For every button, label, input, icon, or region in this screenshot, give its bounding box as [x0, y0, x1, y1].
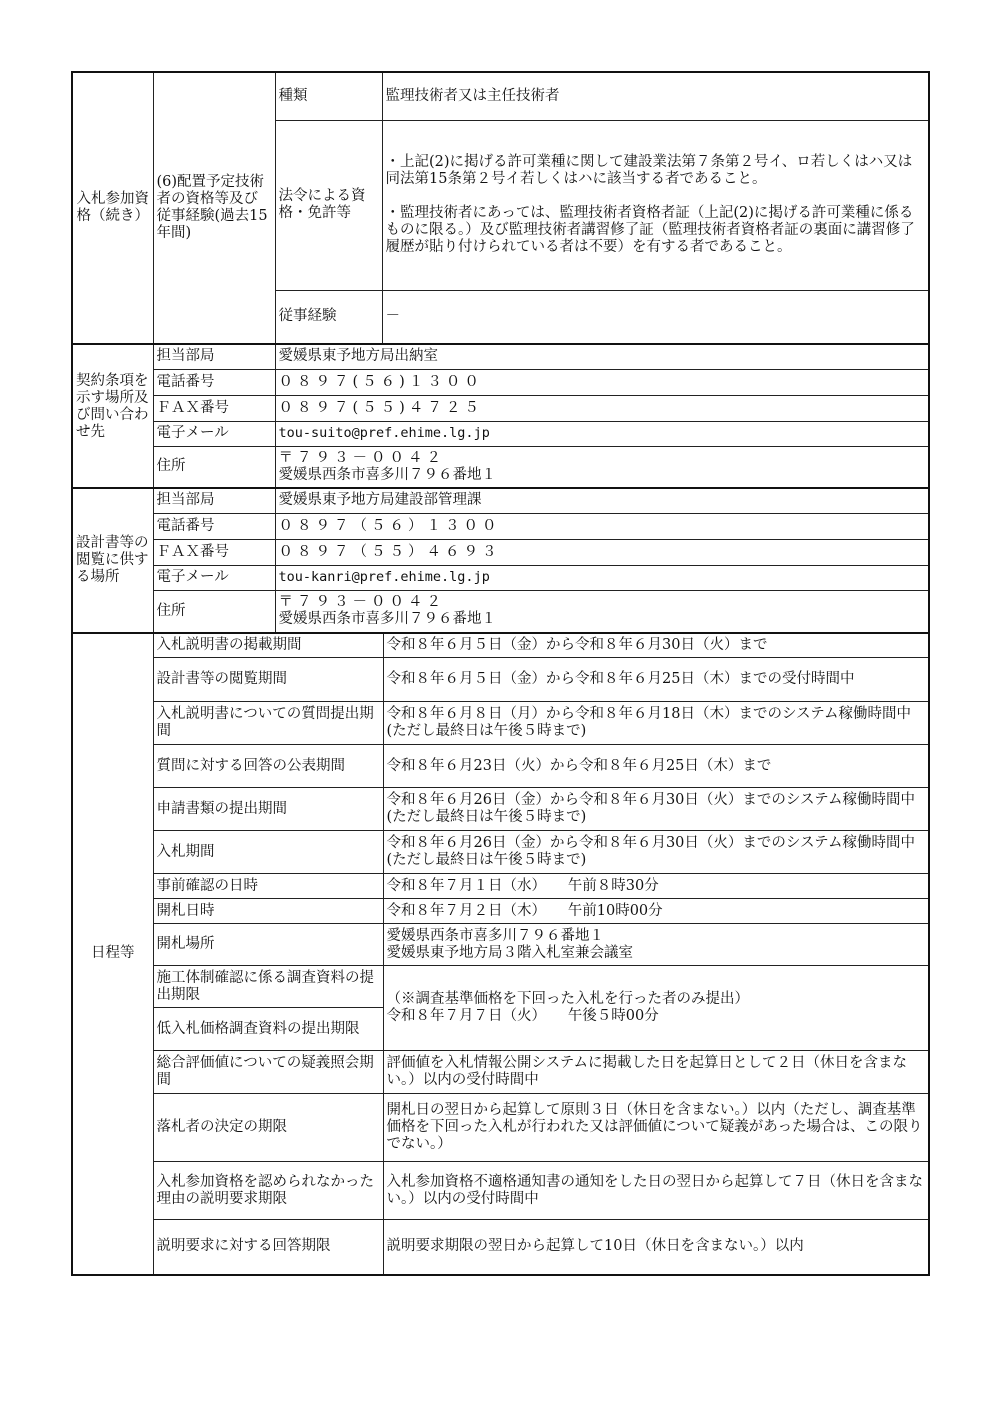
schedule-value-1: 令和８年６月５日（金）から令和８年６月25日（木）までの受付時間中: [383, 658, 929, 702]
contract-dept-value: 愛媛県東予地方局出納室: [275, 344, 929, 369]
type-value: 監理技術者又は主任技術者: [382, 72, 929, 120]
schedule2-value-2: 入札参加資格不適格通知書の通知をした日の翌日から起算して７日（休日を含まない。）以内の受付時間中: [383, 1162, 929, 1220]
schedule-value-5: 令和８年６月26日（金）から令和８年６月30日（火）までのシステム稼働時間中(ただし最終日は午後５時まで): [383, 831, 929, 874]
submission-date: 令和８年７月７日（火） 午後５時00分: [386, 1008, 659, 1024]
opening-place-line-1: 愛媛県西条市喜多川７９６番地１: [386, 927, 604, 944]
schedule2-label-3: 説明要求に対する回答期限: [153, 1220, 383, 1275]
contract-email-value: tou-suito@pref.ehime.lg.jp: [275, 421, 929, 446]
schedule-label-1: 設計書等の閲覧期間: [153, 658, 383, 702]
contract-postal-code: 〒７９３－００４２: [278, 449, 445, 466]
schedule-label-6: 事前確認の日時: [153, 874, 383, 899]
schedule2-value-0: 評価値を入札情報公開システムに掲載した日を起算日として２日（休日を含まない。）以内の受付時間中: [383, 1051, 929, 1094]
document-page: [71, 71, 928, 1276]
schedule-value-3: 令和８年６月23日（火）から令和８年６月25日（木）まで: [383, 745, 929, 788]
contract-email-label: 電子メール: [153, 421, 275, 446]
schedule-value-0: 令和８年６月５日（金）から令和８年６月30日（火）まで: [383, 633, 929, 658]
schedule2-label-0: 総合評価値についての疑義照会期間: [153, 1051, 383, 1094]
opening-place-line-2: 愛媛県東予地方局３階入札室兼会議室: [386, 944, 633, 961]
contract-fax-value: ０８９７(５５)４７２５: [275, 395, 929, 421]
schedule2-value-1: 開札日の翌日から起算して原則３日（休日を含まない。）以内（ただし、調査基準価格を下回った入札が行われた又は評価値について疑義があった場合は、この限りでない。）: [383, 1094, 929, 1162]
design-dept-value: 愛媛県東予地方局建設部管理課: [275, 488, 929, 513]
schedule-label-4: 申請書類の提出期間: [153, 788, 383, 831]
contract-header: 契約条項を示す場所及び問い合わせ先: [72, 344, 153, 488]
design-email-label: 電子メール: [153, 565, 275, 590]
contract-phone-label: 電話番号: [153, 369, 275, 395]
contract-address-label: 住所: [153, 446, 275, 488]
schedule-label-7: 開札日時: [153, 899, 383, 924]
contract-phone-value: ０８９７(５６)１３００: [275, 369, 929, 395]
contract-address-line: 愛媛県西条市喜多川７９６番地１: [278, 466, 496, 483]
opening-place-label: 開札場所: [153, 924, 383, 966]
schedule-label-0: 入札説明書の掲載期間: [153, 633, 383, 658]
schedule2-value-3: 説明要求期限の翌日から起算して10日（休日を含まない。）以内: [383, 1220, 929, 1275]
design-phone-value: ０８９７（５６）１３００: [275, 513, 929, 539]
experience-value: －: [382, 290, 929, 344]
design-fax-value: ０８９７（５５）４６９３: [275, 539, 929, 565]
schedule-label-5: 入札期間: [153, 831, 383, 874]
contract-address-value: [275, 446, 929, 488]
construction-docs-label: 施工体制確認に係る調査資料の提出期限: [153, 966, 383, 1008]
design-dept-label: 担当部局: [153, 488, 275, 513]
schedule-value-7: 令和８年７月２日（木） 午前10時00分: [383, 899, 929, 924]
qualification-subheader: (6)配置予定技術者の資格等及び従事経験(過去15年間): [153, 72, 275, 344]
schedule-header: 日程等: [72, 633, 153, 1275]
design-phone-label: 電話番号: [153, 513, 275, 539]
design-address-label: 住所: [153, 590, 275, 632]
schedule2-label-1: 落札者の決定の期限: [153, 1094, 383, 1162]
lowbid-docs-label: 低入札価格調査資料の提出期限: [153, 1008, 383, 1051]
schedule-label-2: 入札説明書についての質問提出期間: [153, 702, 383, 745]
schedule-table: [71, 632, 930, 1276]
design-header: 設計書等の閲覧に供する場所: [72, 488, 153, 632]
design-address-value: [275, 590, 929, 632]
schedule-label-3: 質問に対する回答の公表期間: [153, 745, 383, 788]
schedule-value-2: 令和８年６月８日（月）から令和８年６月18日（木）までのシステム稼働時間中(ただし最終日は午後５時まで): [383, 702, 929, 745]
submission-note: （※調査基準価格を下回った入札を行った者のみ提出）: [386, 991, 749, 1007]
design-email-value: tou-kanri@pref.ehime.lg.jp: [275, 565, 929, 590]
submission-deadline-value: [383, 966, 929, 1051]
type-label: 種類: [275, 72, 382, 120]
experience-label: 従事経験: [275, 290, 382, 344]
opening-place-value: [383, 924, 929, 966]
qualification-header: 入札参加資格（続き）: [72, 72, 153, 344]
contract-dept-label: 担当部局: [153, 344, 275, 369]
schedule-value-4: 令和８年６月26日（金）から令和８年６月30日（火）までのシステム稼働時間中(ただし最終日は午後５時まで): [383, 788, 929, 831]
license-paragraph-1: ・上記(2)に掲げる許可業種に関して建設業法第７条第２号イ、ロ若しくはハ又は同法第15条第２号イ若しくはハに該当する者であること。: [385, 154, 913, 187]
license-label: 法令による資格・免許等: [275, 120, 382, 290]
schedule-value-6: 令和８年７月１日（水） 午前８時30分: [383, 874, 929, 899]
bid-info-table: [71, 71, 930, 633]
design-fax-label: ＦＡＸ番号: [153, 539, 275, 565]
paragraph-gap: [386, 188, 926, 205]
license-value: [382, 120, 929, 290]
schedule2-label-2: 入札参加資格を認められなかった理由の説明要求期限: [153, 1162, 383, 1220]
design-postal-code: 〒７９３－００４２: [278, 594, 445, 610]
contract-fax-label: ＦＡＸ番号: [153, 395, 275, 421]
design-address-line: 愛媛県西条市喜多川７９６番地１: [278, 611, 496, 627]
license-paragraph-2: ・監理技術者にあっては、監理技術者資格者証（上記(2)に掲げる許可業種に係るものに限る。）及び監理技術者講習修了証（監理技術者資格者証の裏面に講習修了履歴が貼り付けられている者は不要）を有する者であること。: [385, 205, 915, 255]
